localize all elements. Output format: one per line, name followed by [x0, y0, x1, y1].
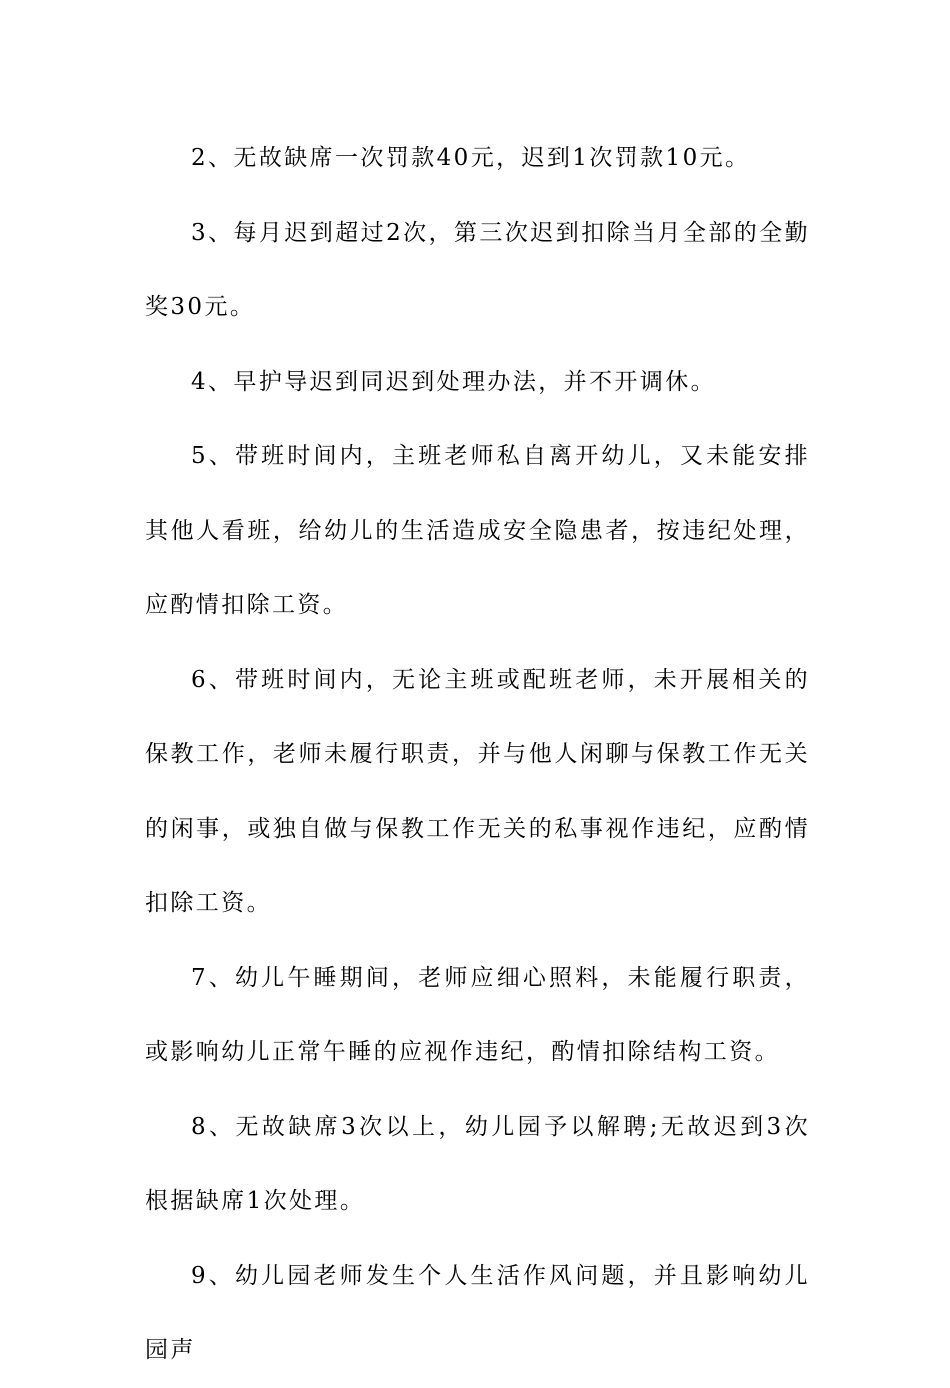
paragraph-rule-2: 2、无故缺席一次罚款40元，迟到1次罚款10元。	[191, 145, 751, 171]
paragraph-rule-5: 5、带班时间内，主班老师私自离开幼儿，又未能安排其他人看班，给幼儿的生活造成安全隐患者，按违纪处理，应酌情扣除工资。	[145, 443, 810, 618]
paragraph-rule-6: 6、带班时间内，无论主班或配班老师，未开展相关的保教工作，老师未履行职责，并与他人闲聊与保教工作无关的闲事，或独自做与保教工作无关的私事视作违纪，应酌情扣除工资。	[145, 666, 810, 916]
paragraph-rule-4: 4、早护导迟到同迟到处理办法，并不开调休。	[191, 368, 717, 395]
paragraph-rule-9: 9、幼儿园老师发生个人生活作风问题，并且影响幼儿园声	[145, 1262, 810, 1363]
paragraph-rule-3: 3、每月迟到超过2次，第三次迟到扣除当月全部的全勤奖30元。	[145, 219, 810, 320]
paragraph-rule-7: 7、幼儿午睡期间，老师应细心照料，未能履行职责，或影响幼儿正常午睡的应视作违纪，酌情扣除结构工资。	[145, 964, 810, 1065]
document-body	[145, 121, 810, 1388]
paragraph-rule-8: 8、无故缺席3次以上，幼儿园予以解聘;无故迟到3次根据缺席1次处理。	[145, 1113, 810, 1214]
